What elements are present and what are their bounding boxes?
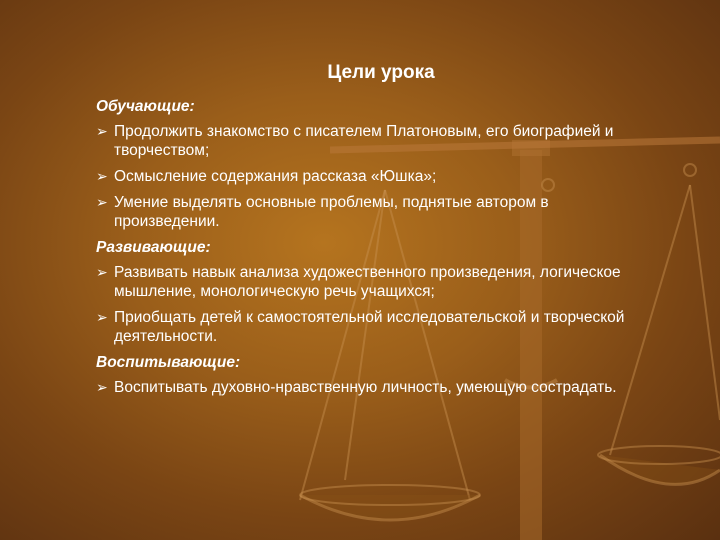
goal-text: Продолжить знакомство с писателем Платоновым, его биографией и творчеством;: [114, 123, 614, 159]
arrow-bullet-icon: ➢: [96, 309, 108, 325]
arrow-bullet-icon: ➢: [96, 264, 108, 280]
section-heading-developing: Развивающие:: [96, 239, 211, 256]
goals-list-developing: [96, 263, 636, 346]
section-heading-educational: Воспитывающие:: [96, 354, 241, 371]
arrow-bullet-icon: ➢: [96, 194, 108, 210]
goal-text: Осмысление содержания рассказа «Юшка»;: [114, 168, 437, 185]
content-area: [96, 62, 636, 405]
section-heading-learning: Обучающие:: [96, 98, 195, 115]
list-item: [96, 193, 636, 231]
goal-text: Приобщать детей к самостоятельной исследовательской и творческой деятельности.: [114, 309, 625, 345]
goal-text: Развивать навык анализа художественного произведения, логическое мышление, монологическую речь учащихся;: [114, 264, 621, 300]
slide-title: Цели урока: [327, 62, 435, 83]
arrow-bullet-icon: ➢: [96, 379, 108, 395]
list-item: [96, 167, 636, 186]
arrow-bullet-icon: ➢: [96, 168, 108, 184]
list-item: [96, 378, 636, 397]
arrow-bullet-icon: ➢: [96, 123, 108, 139]
list-item: [96, 263, 636, 301]
goals-list-learning: [96, 122, 636, 231]
goal-text: Воспитывать духовно-нравственную личность, умеющую сострадать.: [114, 379, 617, 396]
list-item: [96, 122, 636, 160]
list-item: [96, 308, 636, 346]
goals-list-educational: [96, 378, 636, 397]
goal-text: Умение выделять основные проблемы, поднятые автором в произведении.: [114, 194, 549, 230]
